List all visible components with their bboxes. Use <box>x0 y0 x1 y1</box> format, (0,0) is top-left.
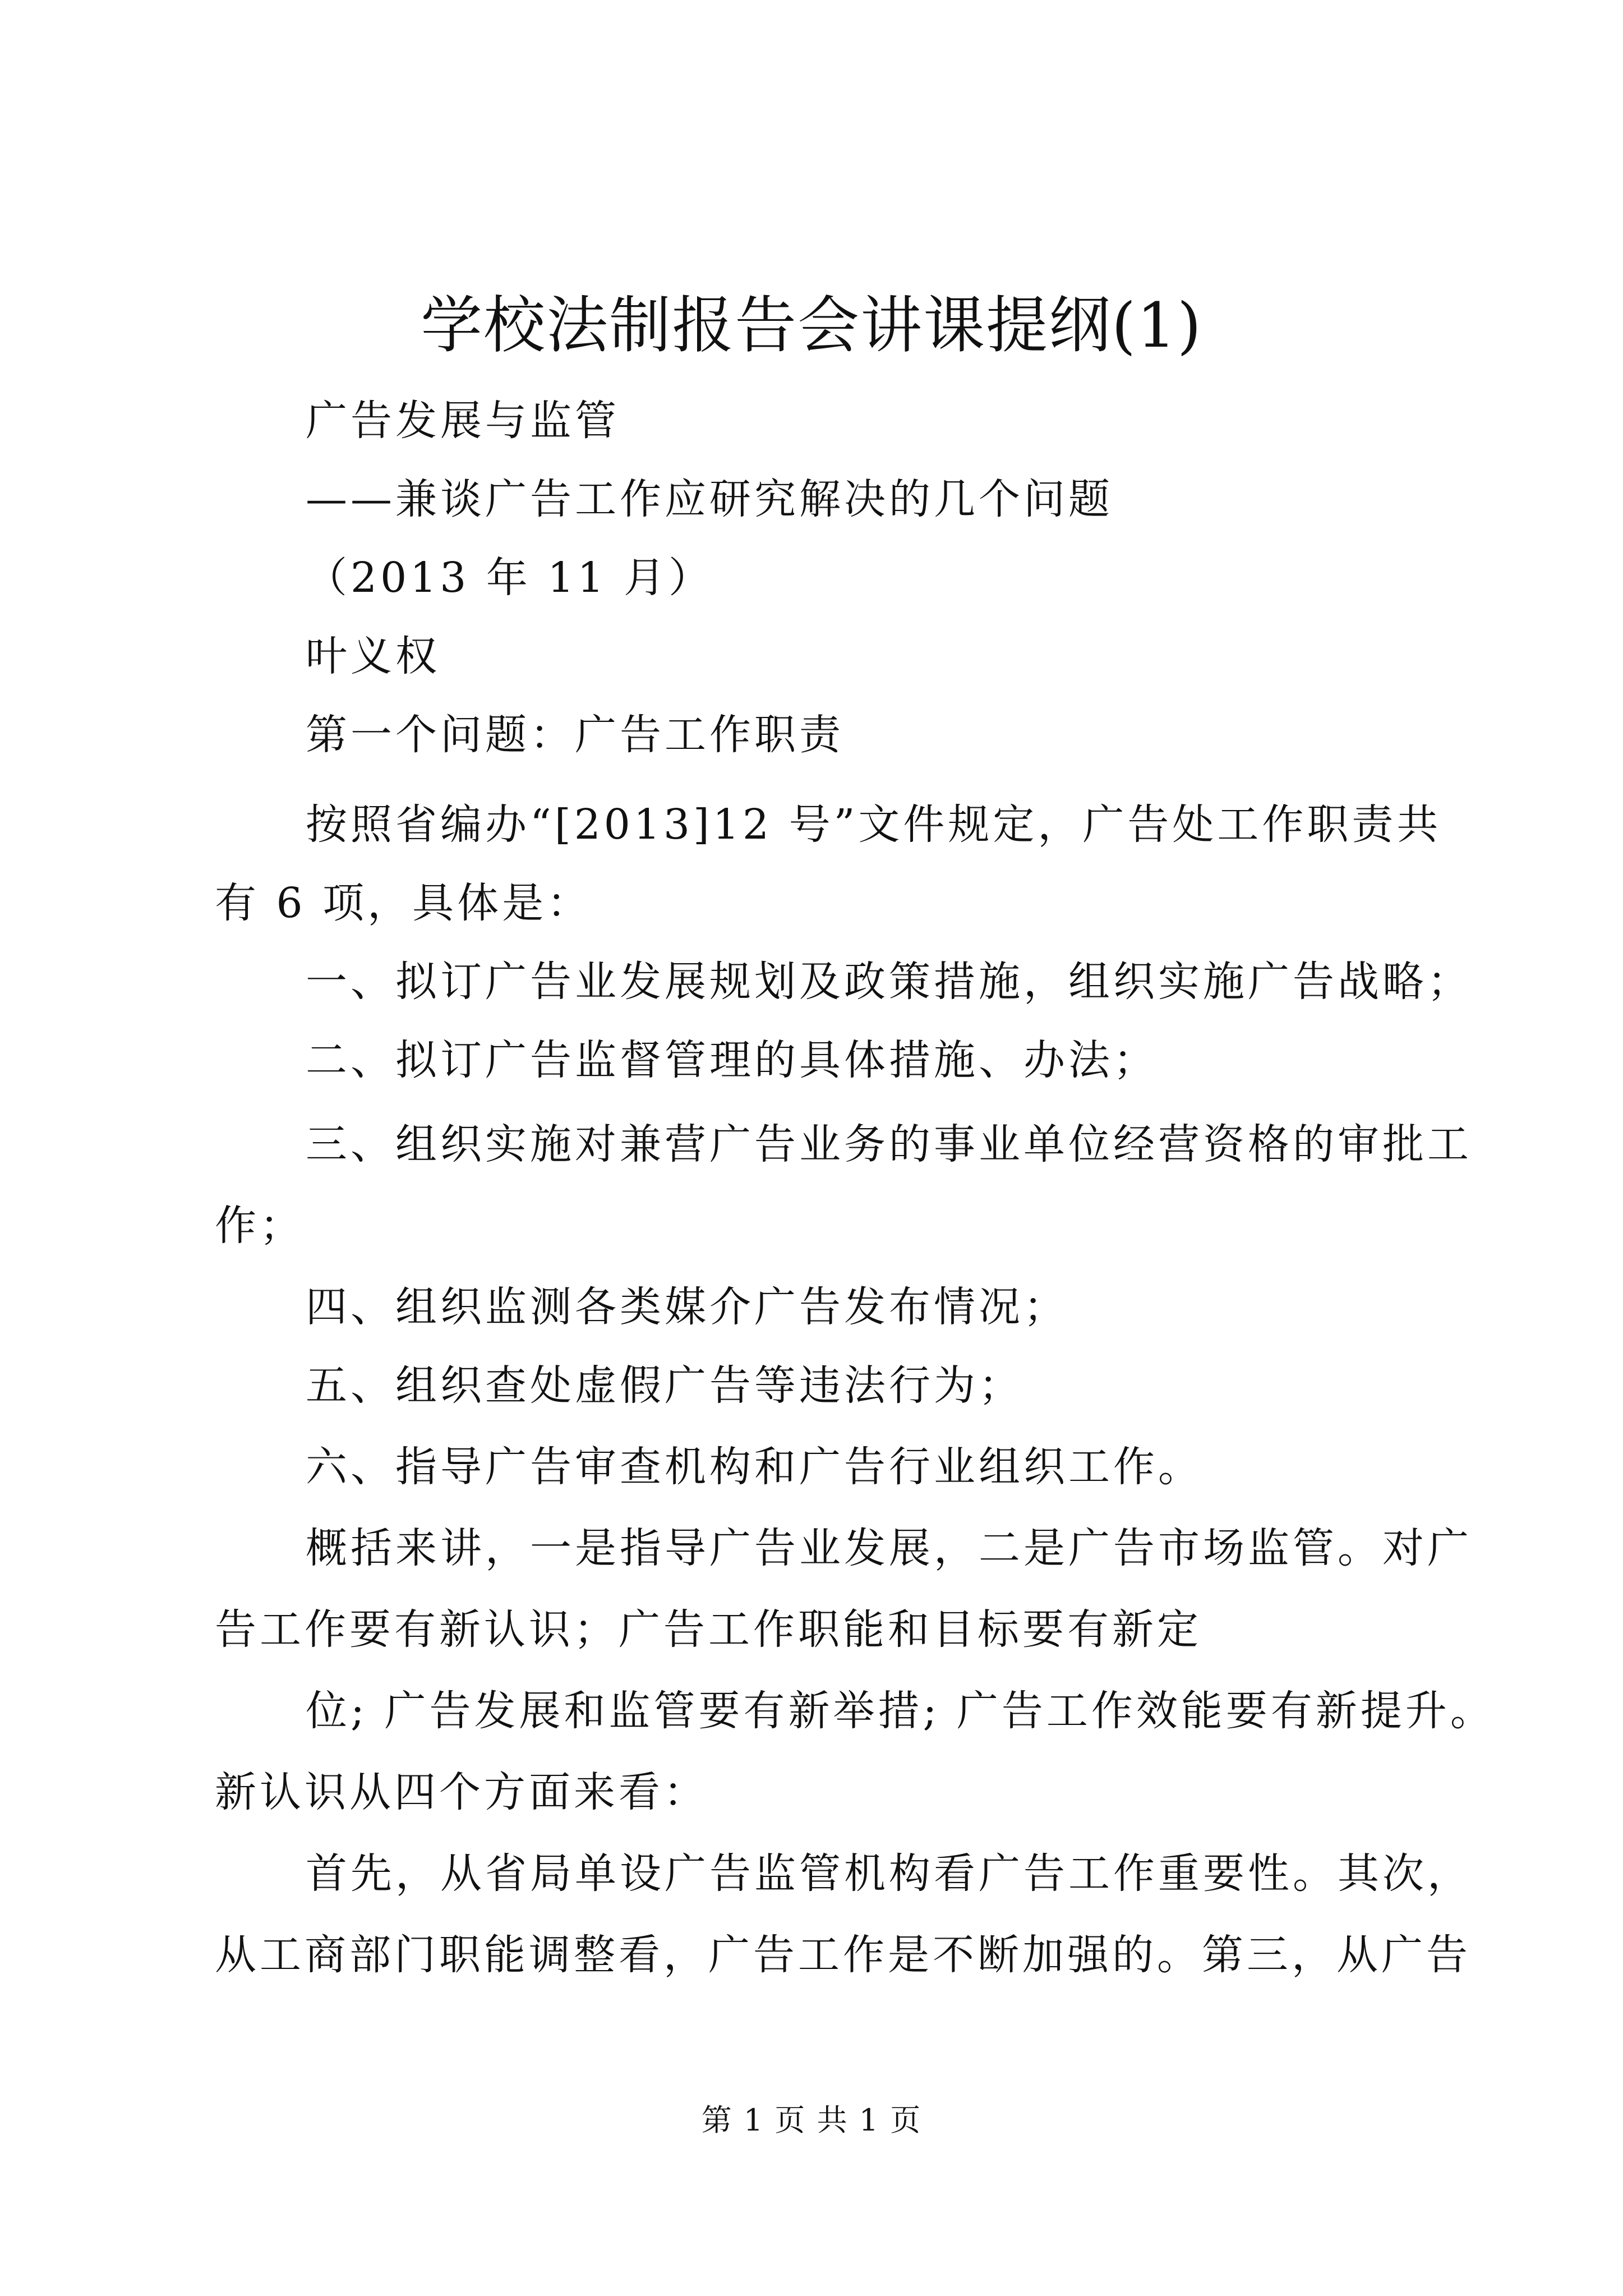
paragraph-line: 首先，从省局单设广告监管机构看广告工作重要性。其次， <box>306 1849 1472 1898</box>
date-line: （2013 年 11 月） <box>306 554 714 602</box>
list-item-continuation: 作； <box>215 1202 305 1250</box>
author-line: 叶义权 <box>306 632 440 680</box>
paragraph-line: 按照省编办“[2013]12 号”文件规定，广告处工作职责共 <box>306 800 1442 849</box>
list-item: 五、组织查处虚假广告等违法行为； <box>306 1361 1023 1410</box>
paragraph-line: 新认识从四个方面来看： <box>215 1768 708 1816</box>
document-title: 学校法制报告会讲课提纲(1) <box>421 289 1202 361</box>
section-heading: 第一个问题：广告工作职责 <box>306 711 844 759</box>
page-number-footer: 第 1 页 共 1 页 <box>701 2102 922 2138</box>
list-item: 二、拟订广告监督管理的具体措施、办法； <box>306 1036 1158 1084</box>
list-item: 四、组织监测各类媒介广告发布情况； <box>306 1283 1068 1331</box>
paragraph-line: 概括来讲，一是指导广告业发展，二是广告市场监管。对广 <box>306 1524 1472 1572</box>
subtitle-line: 广告发展与监管 <box>306 397 620 445</box>
paragraph-line: 有 6 项，具体是： <box>215 879 592 927</box>
paragraph-line: 位; 广告发展和监管要有新举措; 广告工作效能要有新提升。 <box>306 1687 1495 1735</box>
list-item: 一、拟订广告业发展规划及政策措施，组织实施广告战略； <box>306 958 1472 1006</box>
paragraph-line: 告工作要有新认识；广告工作职能和目标要有新定 <box>215 1605 1202 1654</box>
list-item: 三、组织实施对兼营广告业务的事业单位经营资格的审批工 <box>306 1120 1472 1168</box>
subtitle-line: ——兼谈广告工作应研究解决的几个问题 <box>306 475 1113 523</box>
paragraph-line: 从工商部门职能调整看，广告工作是不断加强的。第三，从广告 <box>215 1931 1471 1979</box>
list-item: 六、指导广告审查机构和广告行业组织工作。 <box>306 1443 1203 1491</box>
